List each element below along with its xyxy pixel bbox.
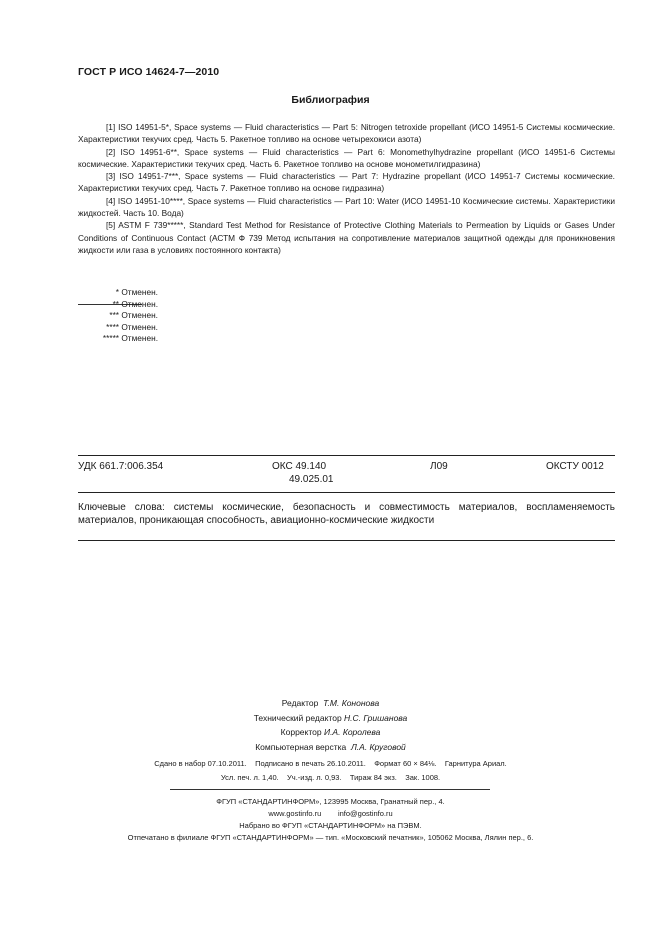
credit-editor [0, 696, 661, 711]
bibliography-entry: [5] ASTM F 739*****, Standard Test Method for Resistance of Protective Clothing Materials to Permeation by Liquids or Gases Under Conditions of Continuous Contact (АСТМ Ф 739 Метод испытания на сопротивление материалов защитной одежды для проникновения жидкости или газа в условиях постоянного контакта) [78, 220, 615, 255]
divider [78, 492, 615, 493]
credits-block [0, 696, 661, 754]
footnote: * Отменен. [115, 287, 158, 297]
divider [78, 455, 615, 456]
footnote: ***** Отменен. [102, 333, 158, 343]
credit-role: Компьютерная верстка [255, 741, 347, 752]
bibliography-entry: [1] ISO 14951-5*, Space systems — Fluid characteristics — Part 5: Nitrogen tetroxide propellant (ИСО 14951-5 Системы космические. Характеристики текучих сред. Часть 5. Ракетное топливо на основе четырехокиси азота) [78, 122, 615, 145]
imprint-line: ФГУП «СТАНДАРТИНФОРМ», 123995 Москва, Гранатный пер., 4. [216, 797, 445, 806]
oks-code-secondary: 49.025.01 [289, 474, 334, 485]
imprint-line: Усл. печ. л. 1,40. Уч.-изд. л. 0,93. Тираж 84 экз. Зак. 1008. [220, 773, 441, 782]
credit-name: Н.С. Гришанова [344, 712, 408, 723]
imprint-divider [170, 789, 490, 790]
bibliography-title: Библиография [291, 94, 370, 106]
bibliography-entry: [4] ISO 14951-10****, Space systems — Fluid characteristics — Part 10: Water (ИСО 14951-10 Космические системы. Характеристики жидкостей. Часть 10. Вода) [78, 195, 615, 219]
imprint-line: www.gostinfo.ru info@gostinfo.ru [268, 809, 393, 818]
document-header: ГОСТ Р ИСО 14624-7—2010 [78, 66, 220, 78]
footnotes [80, 287, 158, 345]
credit-tech-editor [0, 711, 661, 726]
imprint-line: Отпечатано в филиале ФГУП «СТАНДАРТИНФОРМ» — тип. «Московский печатник», 105062 Москва, Лялин пер., 6. [127, 833, 534, 842]
bibliography-entry: [2] ISO 14951-6**, Space systems — Fluid characteristics — Part 6: Monomethylhydrazine propellant (ИСО 14951-6 Системы космические. Характеристики текучих сред. Часть 6. Ракетное топливо на основе монометилгидразина) [78, 146, 615, 169]
credit-name: И.А. Королева [323, 727, 381, 737]
oks-code: ОКС 49.140 [272, 461, 327, 472]
bibliography-entry: [3] ISO 14951-7***, Space systems — Fluid characteristics — Part 7: Hydrazine propellant (ИСО 14951-7 Системы космические. Характеристики текучих сред. Часть 7. Ракетное топливо на основе гидразина) [78, 171, 615, 194]
credit-role: Корректор [280, 727, 322, 737]
credit-name: Л.А. Круговой [350, 741, 406, 752]
footnote: *** Отменен. [109, 310, 158, 320]
divider [78, 540, 615, 541]
credit-role: Редактор [281, 698, 319, 708]
credit-role: Технический редактор [253, 712, 342, 723]
udk-code: УДК 661.7:006.354 [78, 461, 164, 472]
credit-layout [0, 740, 661, 755]
classifier-code: Л09 [430, 461, 448, 472]
keywords: Ключевые слова: системы космические, безопасность и совместимость материалов, воспламеняемость материалов, проникающая способность, авиационно-космические жидкости [78, 502, 615, 527]
imprint-line: Набрано во ФГУП «СТАНДАРТИНФОРМ» на ПЭВМ. [239, 821, 422, 830]
credit-name: Т.М. Кононова [323, 698, 380, 708]
credit-corrector [0, 725, 661, 740]
imprint-line: Сдано в набор 07.10.2011. Подписано в печать 26.10.2011. Формат 60 × 84⅛. Гарнитура Ариал. [154, 759, 507, 768]
footnote: **** Отменен. [106, 321, 158, 332]
footnote: ** Отменен. [112, 298, 158, 309]
bibliography-list [78, 121, 615, 256]
okstu-code: ОКСТУ 0012 [546, 461, 604, 472]
